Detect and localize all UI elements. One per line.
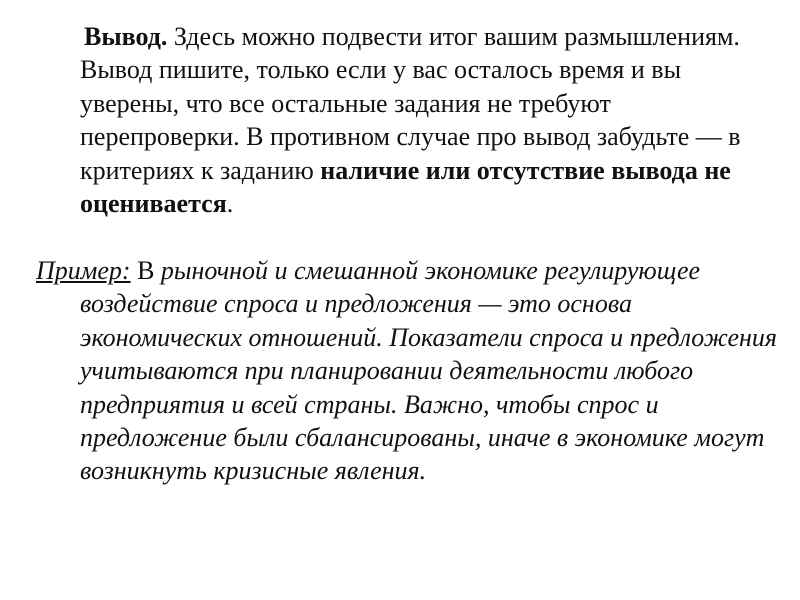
conclusion-paragraph — [80, 20, 760, 220]
conclusion-text: Здесь можно подвести итог вашим размышлениям. Вывод пишите, только если у вас осталось время и вы уверены, что все остальные задания не требуют перепроверки. В противном случае про вывод забудьте — в критериях к заданию — [80, 22, 741, 185]
conclusion-end: . — [226, 189, 234, 219]
example-first-word: В — [130, 256, 155, 285]
example-label: Пример: — [36, 256, 131, 285]
conclusion-emphasis: наличие или отсутствие вывода не оценивается — [80, 155, 731, 219]
example-text: рыночной и смешанной экономике регулирующее воздействие спроса и предложения — это основа экономических отношений. Показатели спроса и предложения учитываются при планировании деятельности любого предприятия и всей страны. Важно, чтобы спрос и предложение были сбалансированы, иначе в экономике могут возникнуть кризисные явления. — [80, 256, 777, 486]
example-paragraph — [36, 254, 800, 488]
conclusion-label: Вывод. — [84, 22, 168, 51]
